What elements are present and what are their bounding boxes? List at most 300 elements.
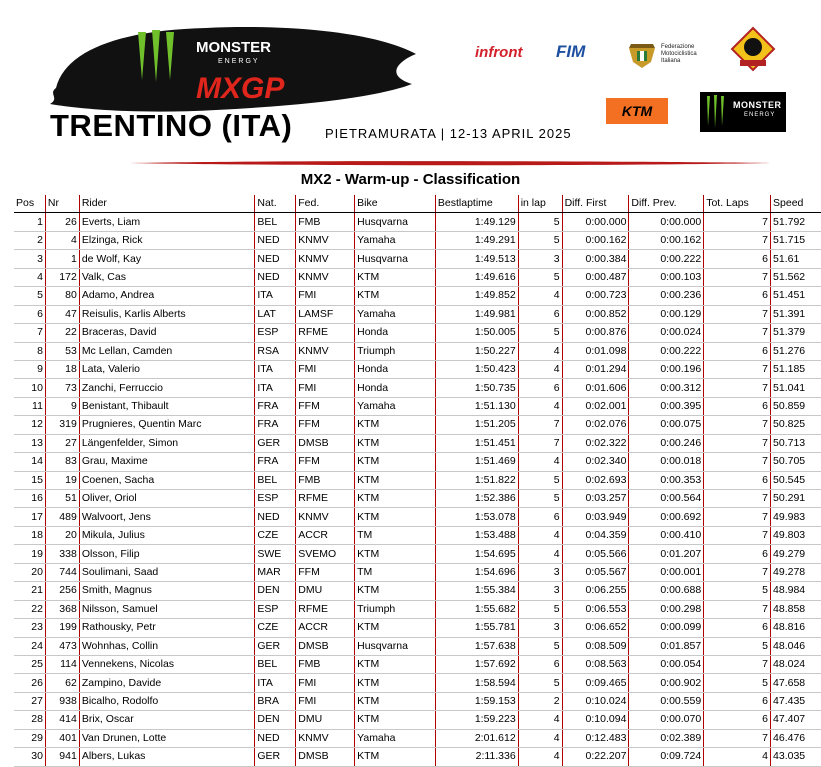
cell-fed: KNMV [296, 231, 355, 249]
cell-nat: BEL [255, 471, 296, 489]
cell-rider: Reisulis, Karlis Alberts [79, 305, 255, 323]
cell-speed: 43.035 [771, 748, 821, 766]
cell-nr: 401 [45, 729, 79, 747]
cell-bike: KTM [355, 748, 436, 766]
cell-nat: ITA [255, 379, 296, 397]
cell-speed: 50.825 [771, 416, 821, 434]
cell-nat: ITA [255, 674, 296, 692]
monster-mxgp-brush-logo [46, 18, 418, 118]
cell-pos: 15 [14, 471, 45, 489]
cell-bestlap: 1:49.513 [435, 250, 518, 268]
cell-fed: FMI [296, 674, 355, 692]
monster-energy-logo [700, 92, 786, 132]
table-row [14, 692, 821, 710]
cell-bike: KTM [355, 490, 436, 508]
cell-diff-first: 0:04.359 [562, 526, 629, 544]
col-fed-header: Fed. [296, 195, 355, 213]
results-table [14, 195, 821, 767]
table-row [14, 729, 821, 747]
cell-bestlap: 1:57.638 [435, 637, 518, 655]
cell-nat: GER [255, 748, 296, 766]
cell-diff-first: 0:08.509 [562, 637, 629, 655]
cell-bike: KTM [355, 711, 436, 729]
cell-diff-prev: 0:00.410 [629, 526, 704, 544]
cell-fed: DMSB [296, 637, 355, 655]
cell-diff-prev: 0:00.236 [629, 287, 704, 305]
cell-rider: Längenfelder, Simon [79, 434, 255, 452]
cell-nr: 9 [45, 397, 79, 415]
cell-nr: 80 [45, 287, 79, 305]
cell-bestlap: 1:50.227 [435, 342, 518, 360]
cell-pos: 12 [14, 416, 45, 434]
cell-nat: GER [255, 434, 296, 452]
cell-diff-first: 0:05.567 [562, 563, 629, 581]
cell-tot-laps: 7 [704, 305, 771, 323]
cell-rider: Lata, Valerio [79, 360, 255, 378]
cell-diff-prev: 0:00.688 [629, 582, 704, 600]
cell-tot-laps: 7 [704, 600, 771, 618]
cell-pos: 28 [14, 711, 45, 729]
cell-tot-laps: 7 [704, 526, 771, 544]
cell-bike: Yamaha [355, 305, 436, 323]
cell-inlap: 4 [518, 342, 562, 360]
cell-nr: 941 [45, 748, 79, 766]
cell-inlap: 5 [518, 268, 562, 286]
cell-bestlap: 1:54.696 [435, 563, 518, 581]
cell-tot-laps: 7 [704, 416, 771, 434]
cell-fed: DMU [296, 711, 355, 729]
cell-nr: 19 [45, 471, 79, 489]
cell-nat: BEL [255, 655, 296, 673]
cell-pos: 23 [14, 619, 45, 637]
cell-speed: 51.61 [771, 250, 821, 268]
table-row [14, 379, 821, 397]
cell-diff-first: 0:00.384 [562, 250, 629, 268]
cell-diff-prev: 0:00.018 [629, 453, 704, 471]
cell-fed: KNMV [296, 508, 355, 526]
cell-bike: Yamaha [355, 729, 436, 747]
cell-rider: Grau, Maxime [79, 453, 255, 471]
cell-pos: 19 [14, 545, 45, 563]
cell-rider: Olsson, Filip [79, 545, 255, 563]
cell-nat: CZE [255, 526, 296, 544]
cell-speed: 47.407 [771, 711, 821, 729]
cell-bestlap: 1:52.386 [435, 490, 518, 508]
table-row [14, 416, 821, 434]
cell-pos: 2 [14, 231, 45, 249]
cell-diff-first: 0:02.076 [562, 416, 629, 434]
cell-fed: KNMV [296, 268, 355, 286]
cell-nat: DEN [255, 711, 296, 729]
col-rider-header: Rider [79, 195, 255, 213]
cell-nat: ESP [255, 490, 296, 508]
cell-rider: Wohnhas, Collin [79, 637, 255, 655]
infront-logo: infront [475, 44, 523, 61]
cell-diff-first: 0:12.483 [562, 729, 629, 747]
cell-fed: FFM [296, 563, 355, 581]
cell-nat: BEL [255, 213, 296, 231]
col-inlap-header: in lap [518, 195, 562, 213]
cell-tot-laps: 6 [704, 287, 771, 305]
cell-bestlap: 1:55.781 [435, 619, 518, 637]
cell-pos: 18 [14, 526, 45, 544]
cell-bike: Honda [355, 379, 436, 397]
cell-bike: KTM [355, 268, 436, 286]
cell-fed: RFME [296, 490, 355, 508]
table-row [14, 655, 821, 673]
cell-diff-first: 0:01.294 [562, 360, 629, 378]
cell-fed: DMSB [296, 434, 355, 452]
cell-diff-prev: 0:00.395 [629, 397, 704, 415]
cell-diff-prev: 0:00.162 [629, 231, 704, 249]
cell-tot-laps: 7 [704, 360, 771, 378]
cell-nr: 62 [45, 674, 79, 692]
cell-bike: Honda [355, 324, 436, 342]
cell-fed: FMB [296, 471, 355, 489]
cell-nr: 114 [45, 655, 79, 673]
cell-fed: FFM [296, 453, 355, 471]
cell-fed: FMB [296, 655, 355, 673]
cell-tot-laps: 5 [704, 637, 771, 655]
table-row [14, 490, 821, 508]
cell-nr: 53 [45, 342, 79, 360]
cell-inlap: 3 [518, 619, 562, 637]
table-row [14, 582, 821, 600]
cell-rider: Soulimani, Saad [79, 563, 255, 581]
cell-tot-laps: 6 [704, 619, 771, 637]
cell-bestlap: 2:11.336 [435, 748, 518, 766]
cell-inlap: 4 [518, 711, 562, 729]
cell-nat: LAT [255, 305, 296, 323]
cell-nat: ESP [255, 324, 296, 342]
fim-logo: FIM [556, 42, 586, 61]
cell-speed: 46.476 [771, 729, 821, 747]
cell-nr: 256 [45, 582, 79, 600]
cell-speed: 50.713 [771, 434, 821, 452]
cell-inlap: 6 [518, 655, 562, 673]
cell-nat: FRA [255, 397, 296, 415]
cell-tot-laps: 7 [704, 213, 771, 231]
cell-speed: 51.041 [771, 379, 821, 397]
ktm-logo: KTM [606, 98, 668, 124]
cell-diff-first: 0:00.852 [562, 305, 629, 323]
cell-rider: Zampino, Davide [79, 674, 255, 692]
cell-bike: KTM [355, 619, 436, 637]
cell-rider: Mc Lellan, Camden [79, 342, 255, 360]
cell-fed: ACCR [296, 526, 355, 544]
cell-diff-prev: 0:00.196 [629, 360, 704, 378]
header-row [14, 195, 821, 213]
cell-rider: Albers, Lukas [79, 748, 255, 766]
cell-tot-laps: 7 [704, 729, 771, 747]
cell-tot-laps: 6 [704, 342, 771, 360]
cell-nr: 4 [45, 231, 79, 249]
cell-tot-laps: 7 [704, 434, 771, 452]
cell-bike: KTM [355, 434, 436, 452]
cell-tot-laps: 7 [704, 655, 771, 673]
cell-inlap: 5 [518, 213, 562, 231]
cell-tot-laps: 5 [704, 582, 771, 600]
cell-rider: Vennekens, Nicolas [79, 655, 255, 673]
cell-speed: 49.983 [771, 508, 821, 526]
table-row [14, 324, 821, 342]
cell-bike: KTM [355, 692, 436, 710]
cell-diff-prev: 0:00.222 [629, 250, 704, 268]
cell-inlap: 6 [518, 508, 562, 526]
cell-fed: FMB [296, 213, 355, 231]
cell-nat: NED [255, 250, 296, 268]
cell-diff-first: 0:02.001 [562, 397, 629, 415]
cell-nr: 26 [45, 213, 79, 231]
cell-diff-prev: 0:00.298 [629, 600, 704, 618]
cell-diff-first: 0:08.563 [562, 655, 629, 673]
cell-pos: 13 [14, 434, 45, 452]
cell-nat: DEN [255, 582, 296, 600]
cell-diff-prev: 0:01.857 [629, 637, 704, 655]
results-header [0, 0, 821, 170]
cell-inlap: 3 [518, 563, 562, 581]
col-diff-first-header: Diff. First [562, 195, 629, 213]
cell-diff-prev: 0:00.692 [629, 508, 704, 526]
cell-nat: GER [255, 637, 296, 655]
cell-tot-laps: 7 [704, 563, 771, 581]
cell-rider: Braceras, David [79, 324, 255, 342]
cell-speed: 47.658 [771, 674, 821, 692]
cell-nr: 51 [45, 490, 79, 508]
cell-inlap: 5 [518, 637, 562, 655]
cell-rider: Nilsson, Samuel [79, 600, 255, 618]
cell-inlap: 6 [518, 305, 562, 323]
cell-speed: 50.705 [771, 453, 821, 471]
cell-bestlap: 1:49.616 [435, 268, 518, 286]
cell-diff-prev: 0:00.129 [629, 305, 704, 323]
table-row [14, 434, 821, 452]
cell-nr: 47 [45, 305, 79, 323]
brand-text: MONSTER [196, 39, 271, 56]
cell-speed: 49.803 [771, 526, 821, 544]
cell-tot-laps: 6 [704, 692, 771, 710]
cell-bestlap: 1:50.423 [435, 360, 518, 378]
cell-speed: 48.024 [771, 655, 821, 673]
monster-logo-text: MONSTER [733, 100, 782, 110]
cell-rider: Zanchi, Ferruccio [79, 379, 255, 397]
cell-nat: RSA [255, 342, 296, 360]
cell-bestlap: 1:51.205 [435, 416, 518, 434]
cell-rider: Oliver, Oriol [79, 490, 255, 508]
cell-fed: KNMV [296, 250, 355, 268]
cell-pos: 11 [14, 397, 45, 415]
table-row [14, 471, 821, 489]
cell-nat: CZE [255, 619, 296, 637]
cell-bike: KTM [355, 416, 436, 434]
cell-inlap: 5 [518, 471, 562, 489]
cell-fed: FMI [296, 287, 355, 305]
cell-diff-prev: 0:00.564 [629, 490, 704, 508]
cell-speed: 48.816 [771, 619, 821, 637]
cell-bike: Husqvarna [355, 250, 436, 268]
cell-diff-first: 0:00.487 [562, 268, 629, 286]
cell-speed: 51.185 [771, 360, 821, 378]
cell-diff-prev: 0:00.075 [629, 416, 704, 434]
cell-inlap: 3 [518, 582, 562, 600]
cell-fed: RFME [296, 600, 355, 618]
cell-pos: 21 [14, 582, 45, 600]
cell-pos: 10 [14, 379, 45, 397]
cell-diff-first: 0:02.340 [562, 453, 629, 471]
cell-diff-prev: 0:00.222 [629, 342, 704, 360]
cell-fed: FMI [296, 692, 355, 710]
cell-diff-prev: 0:00.559 [629, 692, 704, 710]
cell-speed: 49.279 [771, 545, 821, 563]
cell-rider: Bicalho, Rodolfo [79, 692, 255, 710]
cell-inlap: 4 [518, 453, 562, 471]
cell-bestlap: 1:58.594 [435, 674, 518, 692]
cell-bestlap: 1:55.682 [435, 600, 518, 618]
cell-pos: 24 [14, 637, 45, 655]
cell-speed: 51.379 [771, 324, 821, 342]
cell-diff-first: 0:05.566 [562, 545, 629, 563]
cell-bike: Husqvarna [355, 637, 436, 655]
cell-nr: 368 [45, 600, 79, 618]
cell-pos: 5 [14, 287, 45, 305]
cell-nr: 22 [45, 324, 79, 342]
cell-bike: Yamaha [355, 397, 436, 415]
cell-inlap: 4 [518, 287, 562, 305]
cell-nat: FRA [255, 416, 296, 434]
cell-nr: 319 [45, 416, 79, 434]
event-subtitle: PIETRAMURATA | 12-13 APRIL 2025 [325, 126, 572, 141]
cell-diff-prev: 0:00.353 [629, 471, 704, 489]
cell-diff-first: 0:06.553 [562, 600, 629, 618]
cell-bike: Husqvarna [355, 213, 436, 231]
cell-diff-prev: 0:02.389 [629, 729, 704, 747]
cell-speed: 51.451 [771, 287, 821, 305]
col-pos-header: Pos [14, 195, 45, 213]
monster-claw-icon [700, 92, 730, 132]
cell-speed: 47.435 [771, 692, 821, 710]
cell-diff-first: 0:01.098 [562, 342, 629, 360]
cell-rider: Brix, Oscar [79, 711, 255, 729]
cell-diff-first: 0:03.949 [562, 508, 629, 526]
cell-fed: DMSB [296, 748, 355, 766]
cell-nat: NED [255, 231, 296, 249]
cell-pos: 29 [14, 729, 45, 747]
cell-pos: 6 [14, 305, 45, 323]
cell-inlap: 5 [518, 231, 562, 249]
cell-inlap: 4 [518, 748, 562, 766]
cell-rider: Elzinga, Rick [79, 231, 255, 249]
cell-bike: KTM [355, 545, 436, 563]
cell-speed: 50.545 [771, 471, 821, 489]
table-row [14, 600, 821, 618]
cell-bestlap: 1:49.129 [435, 213, 518, 231]
table-row [14, 287, 821, 305]
cell-fed: SVEMO [296, 545, 355, 563]
cell-tot-laps: 7 [704, 231, 771, 249]
cell-tot-laps: 7 [704, 268, 771, 286]
cell-pos: 25 [14, 655, 45, 673]
cell-tot-laps: 6 [704, 250, 771, 268]
cell-bike: KTM [355, 582, 436, 600]
cell-speed: 51.792 [771, 213, 821, 231]
table-row [14, 360, 821, 378]
cell-inlap: 4 [518, 526, 562, 544]
cell-fed: FFM [296, 416, 355, 434]
cell-diff-first: 0:09.465 [562, 674, 629, 692]
cell-fed: FMI [296, 360, 355, 378]
cell-rider: Prugnieres, Quentin Marc [79, 416, 255, 434]
col-tot-laps-header: Tot. Laps [704, 195, 771, 213]
cell-fed: KNMV [296, 342, 355, 360]
table-row [14, 231, 821, 249]
cell-bestlap: 1:53.488 [435, 526, 518, 544]
cell-pos: 20 [14, 563, 45, 581]
cell-fed: DMU [296, 582, 355, 600]
cell-nat: NED [255, 729, 296, 747]
cell-fed: RFME [296, 324, 355, 342]
cell-pos: 4 [14, 268, 45, 286]
table-row [14, 619, 821, 637]
cell-bike: KTM [355, 655, 436, 673]
cell-nr: 199 [45, 619, 79, 637]
cell-speed: 49.278 [771, 563, 821, 581]
cell-tot-laps: 6 [704, 545, 771, 563]
cell-bestlap: 1:50.735 [435, 379, 518, 397]
cell-diff-first: 0:01.606 [562, 379, 629, 397]
cell-speed: 48.046 [771, 637, 821, 655]
cell-tot-laps: 6 [704, 471, 771, 489]
cell-diff-prev: 0:00.103 [629, 268, 704, 286]
cell-diff-prev: 0:00.099 [629, 619, 704, 637]
table-row [14, 563, 821, 581]
cell-tot-laps: 7 [704, 453, 771, 471]
cell-fed: FFM [296, 397, 355, 415]
cell-bestlap: 1:51.451 [435, 434, 518, 452]
cell-diff-first: 0:00.162 [562, 231, 629, 249]
cell-rider: Walvoort, Jens [79, 508, 255, 526]
cell-inlap: 7 [518, 434, 562, 452]
cell-diff-first: 0:00.876 [562, 324, 629, 342]
cell-bike: Yamaha [355, 231, 436, 249]
table-row [14, 748, 821, 766]
cell-inlap: 5 [518, 490, 562, 508]
cell-diff-first: 0:02.322 [562, 434, 629, 452]
cell-bestlap: 1:49.981 [435, 305, 518, 323]
cell-diff-prev: 0:00.001 [629, 563, 704, 581]
brand-sub-text: ENERGY [218, 58, 260, 65]
cell-bestlap: 1:55.384 [435, 582, 518, 600]
cell-pos: 17 [14, 508, 45, 526]
cell-bike: KTM [355, 471, 436, 489]
table-row [14, 674, 821, 692]
cell-bike: KTM [355, 287, 436, 305]
cell-diff-prev: 0:00.902 [629, 674, 704, 692]
table-row [14, 711, 821, 729]
cell-diff-first: 0:00.000 [562, 213, 629, 231]
classification-title: MX2 - Warm-up - Classification [300, 171, 521, 188]
table-row [14, 508, 821, 526]
table-row [14, 545, 821, 563]
cell-pos: 16 [14, 490, 45, 508]
fmi-logo-text: Federazione Motociclistica Italiana [661, 44, 697, 64]
cell-diff-prev: 0:00.070 [629, 711, 704, 729]
cell-inlap: 2 [518, 692, 562, 710]
cell-pos: 3 [14, 250, 45, 268]
cell-fed: FMI [296, 379, 355, 397]
cell-rider: Mikula, Julius [79, 526, 255, 544]
cell-bike: KTM [355, 453, 436, 471]
monster-logo-subtext: ENERGY [744, 112, 776, 118]
